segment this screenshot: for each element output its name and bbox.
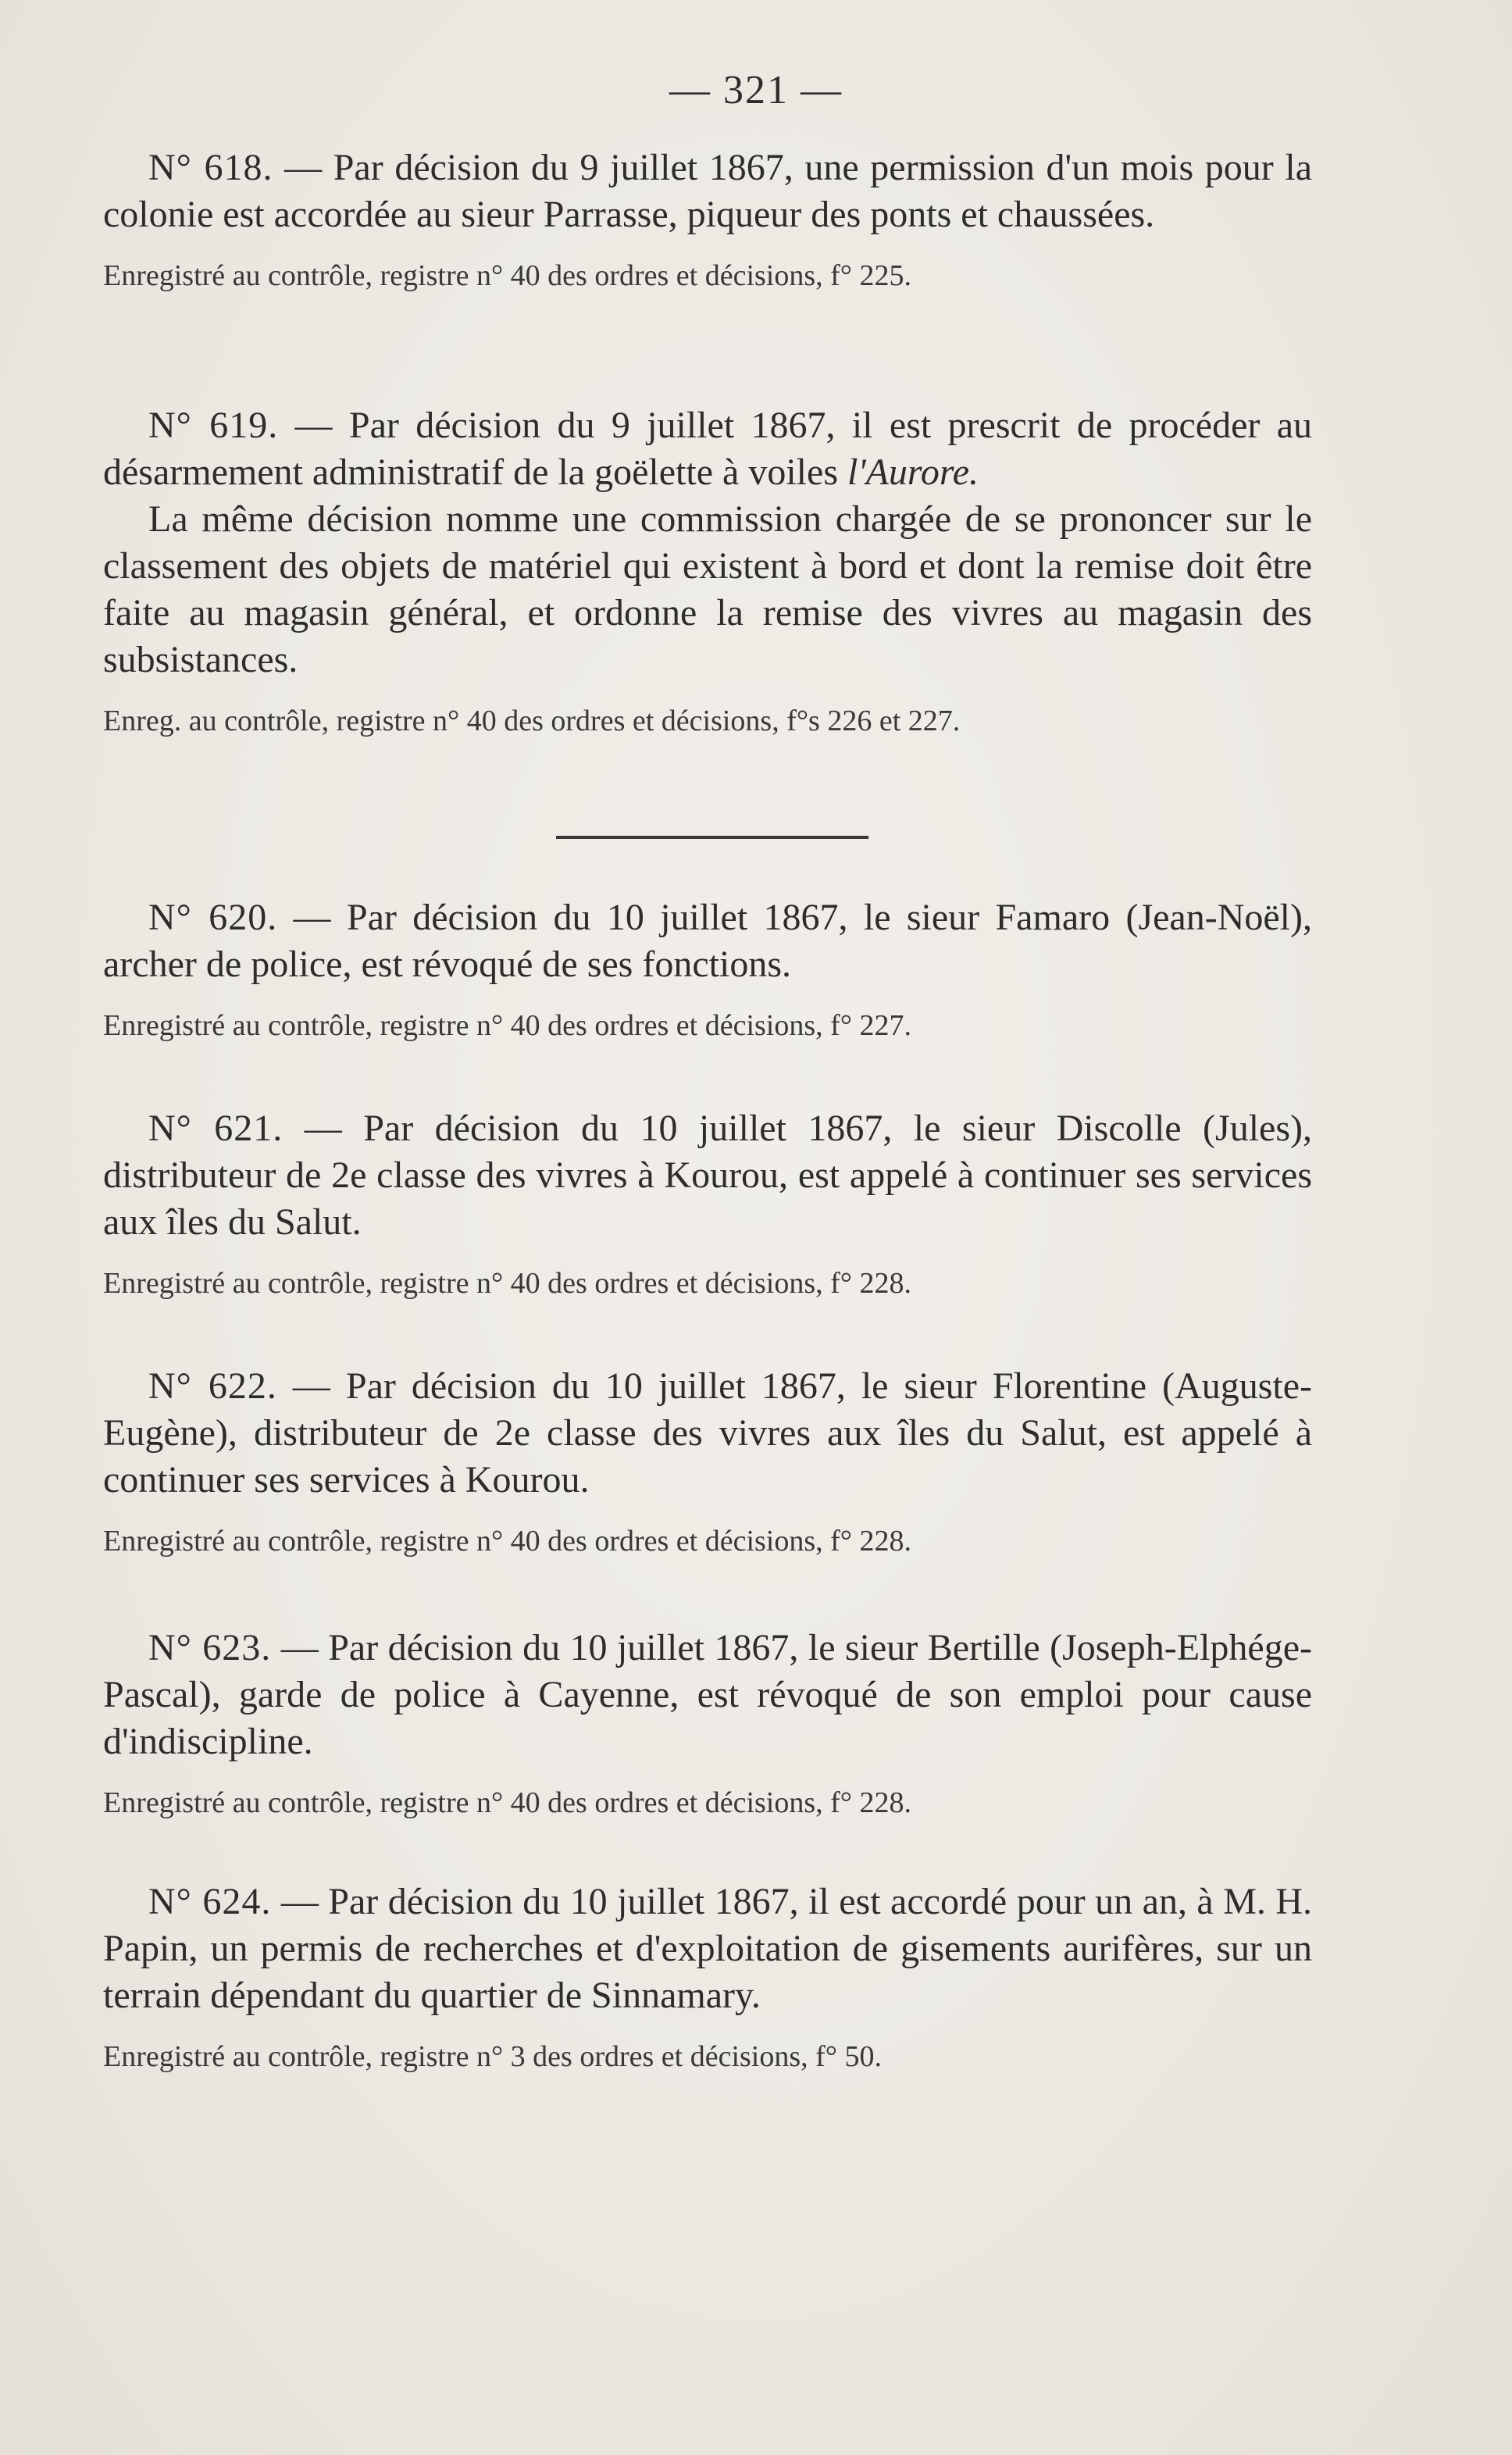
entry-number: N° 620.	[148, 897, 278, 938]
entry-paragraph	[103, 894, 1312, 988]
entry-paragraph	[103, 1879, 1312, 2019]
section-divider	[556, 836, 868, 839]
registration-note: Enregistré au contrôle, registre n° 40 des ordres et décisions, f° 227.	[103, 1009, 911, 1042]
entry-621	[103, 1105, 1312, 1302]
entry-paragraph	[103, 145, 1312, 238]
entry-text: — Par décision du 10 juillet 1867, le sieur Famaro (Jean-Noël), archer de police, est révoqué de ses fonctions.	[103, 897, 1313, 985]
entry-text: — Par décision du 9 juillet 1867, il est prescrit de procéder au désarmement administratif de la goëlette à voiles	[103, 405, 1313, 493]
entry-paragraph-2: La même décision nomme une commission chargée de se prononcer sur le classement des objets de matériel qui existent à bord et dont la remise doit être faite au magasin général, et ordonne la remise des vivres au magasin des subsistances.	[103, 498, 1312, 680]
ship-name: l'Aurore.	[847, 451, 979, 493]
entry-623	[103, 1625, 1312, 1822]
entry-number: N° 618.	[148, 147, 273, 188]
registration-note: Enregistré au contrôle, registre n° 40 des ordres et décisions, f° 225.	[103, 259, 911, 292]
entry-text: — Par décision du 10 juillet 1867, le sieur Discolle (Jules), distributeur de 2e classe des vivres à Kourou, est appelé à continuer ses services aux îles du Salut.	[103, 1108, 1313, 1243]
page-number: — 321 —	[669, 68, 843, 112]
registration-note: Enregistré au contrôle, registre n° 40 des ordres et décisions, f° 228.	[103, 1267, 911, 1300]
entry-619	[103, 402, 1312, 740]
registration-note: Enregistré au contrôle, registre n° 3 des ordres et décisions, f° 50.	[103, 2040, 882, 2073]
entry-618	[103, 145, 1312, 294]
registration-note: Enregistré au contrôle, registre n° 40 des ordres et décisions, f° 228.	[103, 1786, 911, 1819]
entry-624	[103, 1879, 1312, 2075]
entry-paragraph	[103, 1105, 1312, 1246]
entry-paragraph	[103, 402, 1312, 496]
entry-620	[103, 894, 1312, 1044]
entry-text: — Par décision du 9 juillet 1867, une permission d'un mois pour la colonie est accordée au sieur Parrasse, piqueur des ponts et chaussées.	[103, 147, 1313, 235]
entry-number: N° 621.	[148, 1108, 284, 1149]
entry-number: N° 624.	[148, 1881, 272, 1922]
entry-number: N° 619.	[148, 405, 279, 446]
entry-number: N° 623.	[148, 1627, 272, 1668]
entry-text: — Par décision du 10 juillet 1867, le sieur Bertille (Joseph-Elphége-Pascal), garde de police à Cayenne, est révoqué de son emploi pour cause d'indiscipline.	[103, 1627, 1312, 1762]
entry-paragraph	[103, 1363, 1312, 1504]
entry-text: — Par décision du 10 juillet 1867, le sieur Florentine (Auguste-Eugène), distributeur de 2e classe des vivres aux îles du Salut, est appelé à continuer ses services à Kourou.	[103, 1365, 1313, 1500]
entry-text: — Par décision du 10 juillet 1867, il est accordé pour un an, à M. H. Papin, un permis de recherches et d'exploitation de gisements aurifères, sur un terrain dépendant du quartier de Sinnamary.	[103, 1881, 1313, 2016]
entry-622	[103, 1363, 1312, 1560]
entry-paragraph	[103, 1625, 1312, 1765]
entry-number: N° 622.	[148, 1365, 277, 1407]
registration-note: Enregistré au contrôle, registre n° 40 des ordres et décisions, f° 228.	[103, 1525, 911, 1558]
registration-note: Enreg. au contrôle, registre n° 40 des ordres et décisions, f°s 226 et 227.	[103, 705, 961, 737]
